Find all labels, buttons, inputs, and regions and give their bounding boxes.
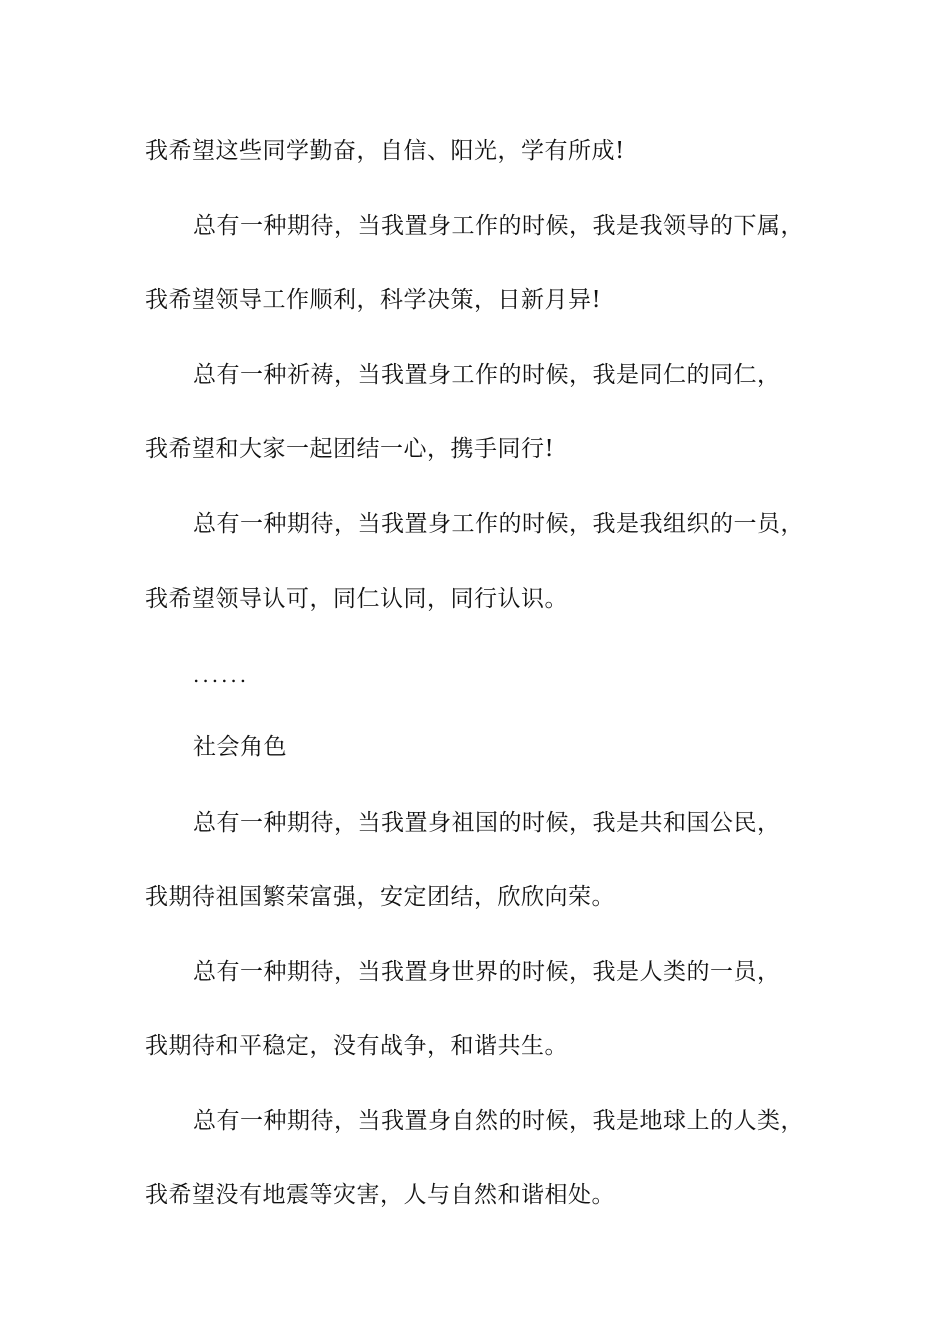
text-line: 总有一种期待，当我置身世界的时候，我是人类的一员， [193,959,781,985]
text-line: 总有一种期待，当我置身祖国的时候，我是共和国公民， [193,810,781,836]
text-line: 我期待祖国繁荣富强，安定团结，欣欣向荣。 [145,884,615,910]
text-line: 我希望和大家一起团结一心，携手同行! [145,436,555,462]
text-line: 总有一种期待，当我置身工作的时候，我是我领导的下属， [193,213,804,239]
text-line: 我希望没有地震等灾害，人与自然和谐相处。 [145,1182,615,1208]
text-line: 总有一种期待，当我置身工作的时候，我是我组织的一员， [193,511,804,537]
text-line: 我希望领导认可，同仁认同，同行认识。 [145,586,568,612]
ellipsis-line: ...... [193,663,250,687]
text-line: 我希望领导工作顺利，科学决策，日新月异! [145,287,602,313]
text-line: 总有一种祈祷，当我置身工作的时候，我是同仁的同仁， [193,362,781,388]
text-line: 我希望这些同学勤奋，自信、阳光，学有所成! [145,138,625,164]
section-heading: 社会角色 [193,734,287,760]
text-line: 总有一种期待，当我置身自然的时候，我是地球上的人类， [193,1108,804,1134]
text-line: 我期待和平稳定，没有战争，和谐共生。 [145,1033,568,1059]
